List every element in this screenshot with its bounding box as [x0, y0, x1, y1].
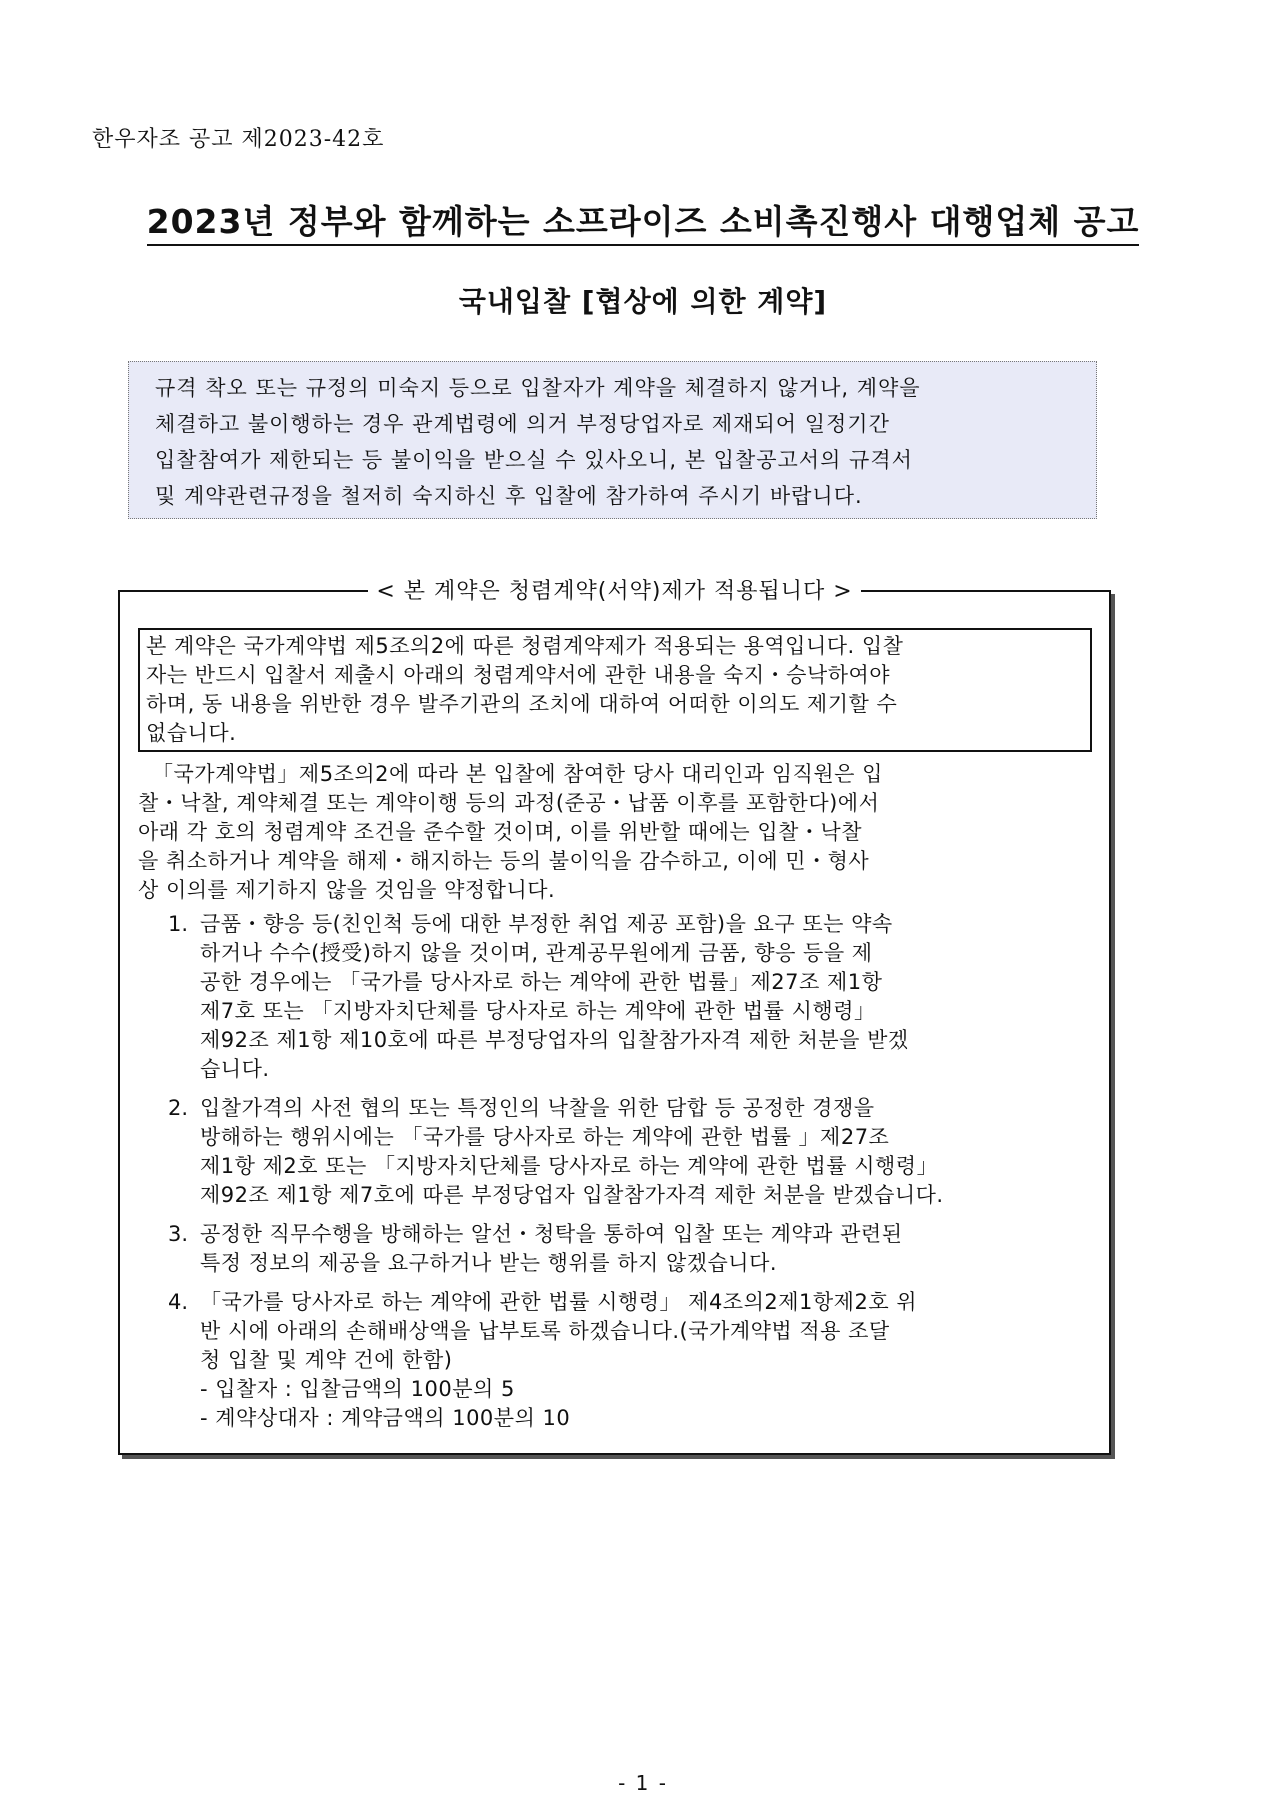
- warning-notice-box: [128, 361, 1097, 519]
- item-line: 청 입찰 및 계약 건에 한함): [200, 1348, 453, 1372]
- integrity-pledge-paragraph: [138, 760, 1098, 905]
- document-title: [0, 196, 1286, 243]
- intro-line: 없습니다.: [146, 721, 237, 745]
- item-text: [200, 1288, 1092, 1375]
- penalty-contractor: - 계약상대자 : 계약금액의 100분의 10: [200, 1406, 571, 1430]
- document-title-text: 2023년 정부와 함께하는 소프라이즈 소비촉진행사 대행업체 공고: [147, 202, 1140, 246]
- integrity-caption: [120, 574, 1109, 605]
- penalty-bidder: - 입찰자 : 입찰금액의 100분의 5: [200, 1377, 515, 1401]
- intro-line: 자는 반드시 입찰서 제출시 아래의 청렴계약서에 관한 내용을 숙지・승낙하여야: [146, 663, 891, 687]
- notice-number: 한우자조 공고 제2023-42호: [92, 127, 385, 152]
- pledge-item-4: [168, 1288, 1092, 1375]
- integrity-intro-box: [138, 628, 1092, 752]
- item-line: 제1항 제2호 또는 「지방자치단체를 당사자로 하는 계약에 관한 법률 시행령」: [200, 1154, 939, 1178]
- pledge-item-2: [168, 1094, 1092, 1210]
- item-line: 공한 경우에는 「국가를 당사자로 하는 계약에 관한 법률」제27조 제1항: [200, 970, 883, 994]
- item-line: 반 시에 아래의 손해배상액을 납부토록 하겠습니다.(국가계약법 적용 조달: [200, 1319, 890, 1343]
- warning-line: 입찰참여가 제한되는 등 불이익을 받으실 수 있사오니, 본 입찰공고서의 규격서: [155, 448, 913, 472]
- pledge-item-1: [168, 910, 1092, 1084]
- integrity-caption-text: < 본 계약은 청렴계약(서약)제가 적용됩니다 >: [368, 579, 860, 604]
- item-number: 1.: [168, 912, 189, 936]
- item-line: 하거나 수수(授受)하지 않을 것이며, 관계공무원에게 금품, 향응 등을 제: [200, 941, 873, 965]
- intro-line: 하며, 동 내용을 위반한 경우 발주기관의 조치에 대하여 어떠한 이의도 제기할 수: [146, 692, 898, 716]
- item-line: 제7호 또는 「지방자치단체를 당사자로 하는 계약에 관한 법률 시행령」: [200, 999, 876, 1023]
- integrity-contract-frame: [118, 579, 1111, 1455]
- item-number: 3.: [168, 1222, 189, 1246]
- document-subtitle: 국내입찰 [협상에 의한 계약]: [458, 285, 828, 318]
- warning-line: 체결하고 불이행하는 경우 관계법령에 의거 부정당업자로 제재되어 일정기간: [155, 412, 890, 436]
- pledge-line: 「국가계약법」제5조의2에 따라 본 입찰에 참여한 당사 대리인과 임직원은 입: [152, 762, 883, 786]
- item-line: 습니다.: [200, 1057, 270, 1081]
- item-line: 제92조 제1항 제10호에 따른 부정당업자의 입찰참가자격 제한 처분을 받겠: [200, 1028, 909, 1052]
- item-line: 방해하는 행위시에는 「국가를 당사자로 하는 계약에 관한 법률 」제27조: [200, 1125, 890, 1149]
- item-line: 제92조 제1항 제7호에 따른 부정당업자 입찰참가자격 제한 처분을 받겠습니다.: [200, 1183, 944, 1207]
- pledge-line: 상 이의를 제기하지 않을 것임을 약정합니다.: [138, 878, 556, 902]
- warning-line: 규격 착오 또는 규정의 미숙지 등으로 입찰자가 계약을 체결하지 않거나, 계약을: [155, 376, 921, 400]
- intro-line: 본 계약은 국가계약법 제5조의2에 따른 청렴계약제가 적용되는 용역입니다. 입찰: [146, 634, 904, 658]
- pledge-item-list: [168, 910, 1092, 1433]
- item-number: 4.: [168, 1290, 189, 1314]
- warning-line: 및 계약관련규정을 철저히 숙지하신 후 입찰에 참가하여 주시기 바랍니다.: [155, 484, 863, 508]
- pledge-line: 을 취소하거나 계약을 해제・해지하는 등의 불이익을 감수하고, 이에 민・형사: [138, 849, 870, 873]
- pledge-item-3: [168, 1220, 1092, 1278]
- item-line: 입찰가격의 사전 협의 또는 특정인의 낙찰을 위한 담합 등 공정한 경쟁을: [200, 1096, 875, 1120]
- pledge-line: 아래 각 호의 청렴계약 조건을 준수할 것이며, 이를 위반할 때에는 입찰・낙찰: [138, 820, 863, 844]
- item-line: 특정 정보의 제공을 요구하거나 받는 행위를 하지 않겠습니다.: [200, 1251, 778, 1275]
- item-number: 2.: [168, 1096, 189, 1120]
- pledge-line: 찰・낙찰, 계약체결 또는 계약이행 등의 과정(준공・납품 이후를 포함한다)에서: [138, 791, 880, 815]
- item-line: 「국가를 당사자로 하는 계약에 관한 법률 시행령」 제4조의2제1항제2호 위: [200, 1290, 918, 1314]
- penalty-list: [200, 1375, 1092, 1433]
- item-text: [200, 1094, 1092, 1210]
- item-line: 공정한 직무수행을 방해하는 알선・청탁을 통하여 입찰 또는 계약과 관련된: [200, 1222, 903, 1246]
- item-line: 금품・향응 등(친인척 등에 대한 부정한 취업 제공 포함)을 요구 또는 약속: [200, 912, 893, 936]
- item-text: [200, 1220, 1092, 1278]
- item-text: [200, 910, 1092, 1084]
- page-number: - 1 -: [618, 1771, 668, 1795]
